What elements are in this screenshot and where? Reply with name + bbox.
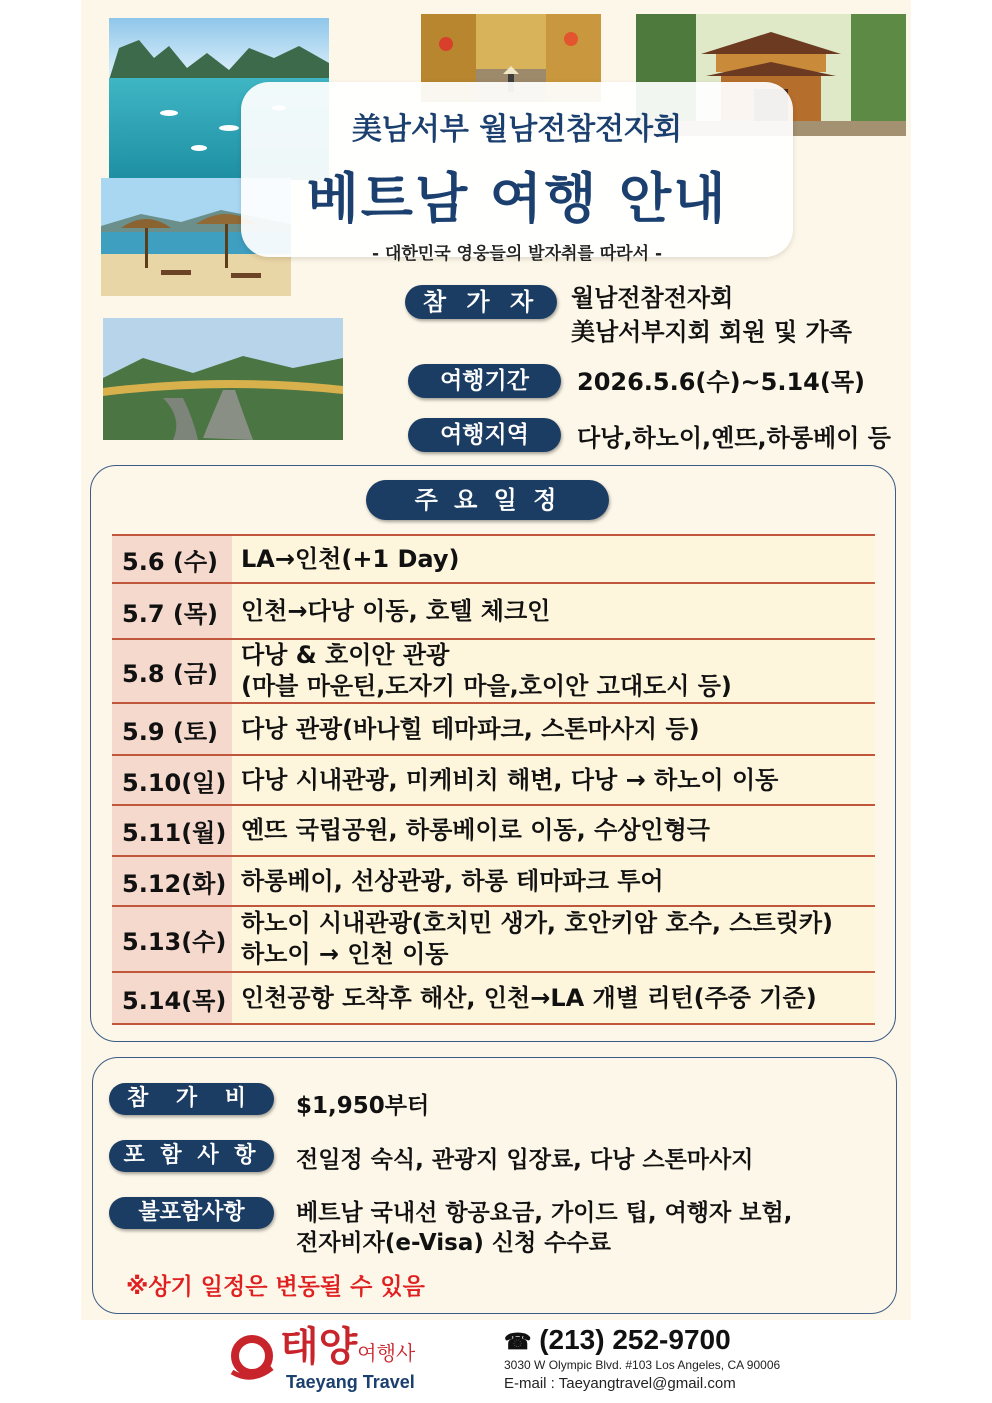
schedule-description — [232, 856, 875, 906]
page-title: 베트남 여행 안내 — [306, 167, 728, 230]
region-value: 다낭,하노이,옌뜨,하롱베이 등 — [577, 424, 891, 452]
schedule-description-line2: (마블 마운틴,도자기 마을,호이안 고대도시 등) — [241, 672, 732, 700]
schedule-description-line1: 하롱베이, 선상관광, 하롱 테마파크 투어 — [241, 866, 664, 895]
email: E-mail : Taeyangtravel@gmail.com — [504, 1375, 736, 1392]
region-label: 여행지역 — [408, 418, 561, 452]
schedule-row — [112, 805, 875, 856]
fee-label: 참 가 비 — [109, 1083, 274, 1115]
participants-line2: 美남서부지회 회원 및 가족 — [571, 318, 852, 346]
schedule-row — [112, 906, 875, 972]
schedule-date: 5.10(일) — [112, 755, 232, 805]
schedule-row — [112, 703, 875, 755]
organization-subtitle: 美남서부 월남전참전자회 — [351, 112, 683, 147]
logo-english: Taeyang Travel — [286, 1372, 415, 1392]
fee-value: $1,950부터 — [296, 1093, 430, 1119]
schedule-table — [112, 534, 875, 1025]
period-label: 여행기간 — [408, 364, 561, 398]
participants-line1: 월남전참전자회 — [571, 284, 734, 312]
schedule-row — [112, 535, 875, 583]
address: 3030 W Olympic Blvd. #103 Los Angeles, CA 90006 — [504, 1358, 781, 1372]
schedule-row — [112, 856, 875, 906]
excluded-line1: 베트남 국내선 항공요금, 가이드 팁, 여행자 보험, — [296, 1200, 793, 1226]
schedule-date: 5.8 (금) — [112, 639, 232, 703]
schedule-description-line1: 하노이 시내관광(호치민 생가, 호안키암 호수, 스트릿카) — [241, 909, 833, 937]
sun-logo-icon — [228, 1332, 276, 1380]
golden-bridge-photo — [103, 318, 343, 440]
schedule-description-line1: 다낭 시내관광, 미케비치 해변, 다낭 → 하노이 이동 — [241, 765, 779, 794]
schedule-description-line1: 다낭 & 호이안 관광 — [241, 641, 450, 669]
title-box — [241, 82, 793, 264]
logo-korean-small: 여행사 — [357, 1341, 416, 1365]
schedule-description — [232, 972, 875, 1024]
phone-icon: ☎ — [504, 1329, 532, 1354]
participants-label: 참 가 자 — [405, 285, 557, 319]
schedule-description — [232, 583, 875, 639]
schedule-description — [232, 755, 875, 805]
schedule-date: 5.6 (수) — [112, 535, 232, 583]
schedule-description — [232, 703, 875, 755]
schedule-description-line1: LA→인천(+1 Day) — [241, 544, 460, 573]
schedule-date: 5.7 (목) — [112, 583, 232, 639]
schedule-description — [232, 639, 875, 703]
period-value: 2026.5.6(수)~5.14(목) — [577, 368, 865, 396]
schedule-change-note: ※상기 일정은 변동될 수 있음 — [126, 1274, 425, 1300]
excluded-label: 불포함사항 — [109, 1197, 274, 1229]
schedule-row — [112, 639, 875, 703]
schedule-description-line1: 인천공항 도착후 해산, 인천→LA 개별 리턴(주중 기준) — [241, 983, 817, 1012]
footer — [220, 1320, 820, 1400]
schedule-date: 5.11(월) — [112, 805, 232, 856]
schedule-row — [112, 583, 875, 639]
schedule-description-line1: 다낭 관광(바나힐 테마파크, 스톤마사지 등) — [241, 714, 700, 743]
included-label: 포 함 사 항 — [109, 1140, 274, 1172]
schedule-date: 5.13(수) — [112, 906, 232, 972]
phone-number: (213) 252-9700 — [539, 1324, 731, 1355]
schedule-date: 5.12(화) — [112, 856, 232, 906]
schedule-date: 5.14(목) — [112, 972, 232, 1024]
schedule-description-line1: 옌뜨 국립공원, 하롱베이로 이동, 수상인형극 — [241, 816, 710, 844]
schedule-description-line1: 인천→다낭 이동, 호텔 체크인 — [241, 596, 551, 625]
schedule-description — [232, 805, 875, 856]
schedule-description-line2: 하노이 → 인천 이동 — [241, 940, 449, 968]
schedule-description — [232, 906, 875, 972]
schedule-description — [232, 535, 875, 583]
logo-korean — [280, 1324, 415, 1376]
schedule-row — [112, 755, 875, 805]
poster — [81, 0, 911, 1320]
logo-korean-large: 태양 — [280, 1323, 358, 1370]
excluded-line2: 전자비자(e-Visa) 신청 수수료 — [296, 1230, 611, 1256]
schedule-row — [112, 972, 875, 1024]
tagline: - 대한민국 영웅들의 발자취를 따라서 - — [371, 244, 663, 264]
schedule-date: 5.9 (토) — [112, 703, 232, 755]
phone-line — [504, 1324, 731, 1356]
included-value: 전일정 숙식, 관광지 입장료, 다낭 스톤마사지 — [296, 1147, 754, 1173]
schedule-heading: 주 요 일 정 — [366, 480, 609, 520]
